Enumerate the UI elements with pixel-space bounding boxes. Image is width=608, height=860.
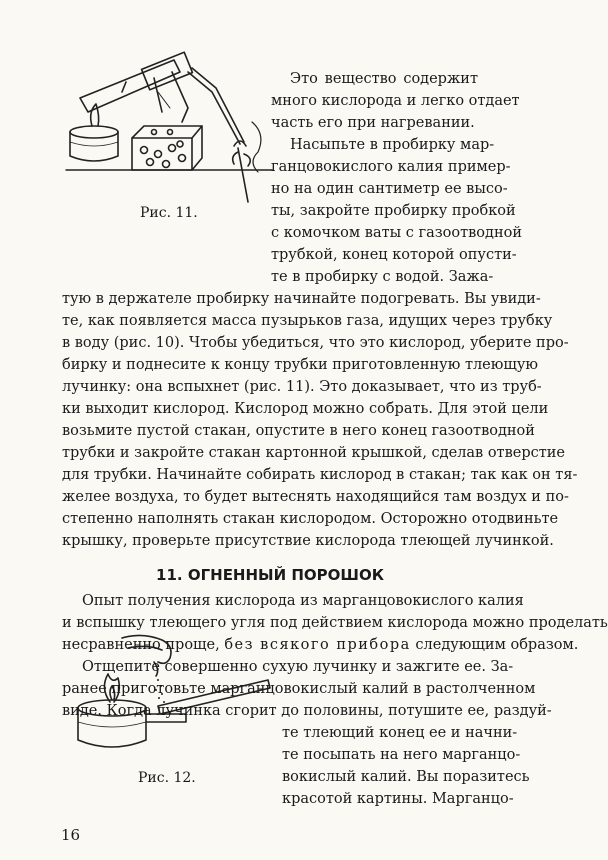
text-line: много кислорода и легко отдает bbox=[271, 93, 520, 109]
text-line: желее воздуха, то будет вытеснять находящийся там воздух и по- bbox=[62, 489, 569, 505]
text-line: виде. Когда лучинка сгорит до половины, потушите ее, раздуй- bbox=[62, 703, 552, 719]
text-line: ганцовокислого калия пример- bbox=[271, 159, 511, 175]
text-line: тую в держателе пробирку начинайте подогревать. Вы увиди- bbox=[62, 291, 541, 307]
text-line: часть его при нагревании. bbox=[271, 115, 475, 131]
text-line: те, как появляется масса пузырьков газа, идущих через трубку bbox=[62, 313, 553, 329]
page-number: 16 bbox=[61, 826, 81, 844]
text-line: крышку, проверьте присутствие кислорода тлеющей лучинкой. bbox=[62, 533, 554, 549]
text-line: те в пробирку с водой. Зажа- bbox=[271, 269, 494, 285]
text-line: Это вещество содержит bbox=[290, 71, 478, 87]
text-line: красотой картины. Марганцо- bbox=[282, 791, 514, 807]
text-line: возьмите пустой стакан, опустите в него конец газоотводной bbox=[62, 423, 535, 439]
text-line: степенно наполнять стакан кислородом. Осторожно отодвиньте bbox=[62, 511, 559, 527]
text-run: следующим образом. bbox=[410, 637, 579, 653]
text-run: несравненно проще, bbox=[62, 637, 225, 653]
text-line: в воду (рис. 10). Чтобы убедиться, что это кислород, уберите про- bbox=[62, 335, 569, 351]
text-line: ранее приготовьте марганцовокислый калий в растолченном bbox=[62, 681, 536, 697]
text-line: те тлеющий конец ее и начни- bbox=[282, 725, 518, 741]
text-line: Опыт получения кислорода из марганцовокислого калия bbox=[82, 593, 524, 609]
text-line bbox=[62, 634, 579, 656]
text-line: но на один сантиметр ее высо- bbox=[271, 181, 508, 197]
text-line: с комочком ваты с газоотводной bbox=[271, 225, 523, 241]
text-line: ки выходит кислород. Кислород можно собрать. Для этой цели bbox=[62, 401, 549, 417]
figure-12-caption: Рис. 12. bbox=[138, 770, 196, 786]
text-line: лучинку: она вспыхнет (рис. 11). Это доказывает, что из труб- bbox=[62, 379, 542, 395]
text-line: те посыпать на него марганцо- bbox=[282, 747, 521, 763]
text-line: для трубки. Начинайте собирать кислород в стакан; так как он тя- bbox=[62, 467, 578, 483]
figure-11-caption: Рис. 11. bbox=[140, 205, 198, 221]
text-line: вокислый калий. Вы поразитесь bbox=[282, 769, 530, 785]
text-line: трубки и закройте стакан картонной крышкой, сделав отверстие bbox=[62, 445, 565, 461]
text-line: ты, закройте пробирку пробкой bbox=[271, 203, 516, 219]
text-line: трубкой, конец которой опусти- bbox=[271, 247, 517, 263]
text-line: бирку и поднесите к концу трубки приготовленную тлеющую bbox=[62, 357, 539, 373]
text-line: Насыпьте в пробирку мар- bbox=[290, 137, 495, 153]
emphasis-text: без всякого прибора bbox=[224, 637, 411, 653]
text-line: и вспышку тлеющего угля под действием кислорода можно проделать bbox=[62, 615, 608, 631]
figure-11-illustration bbox=[62, 52, 272, 212]
section-heading: 11. ОГНЕННЫЙ ПОРОШОК bbox=[156, 566, 384, 584]
text-line: Отщепите совершенно сухую лучинку и зажгите ее. За- bbox=[82, 659, 514, 675]
